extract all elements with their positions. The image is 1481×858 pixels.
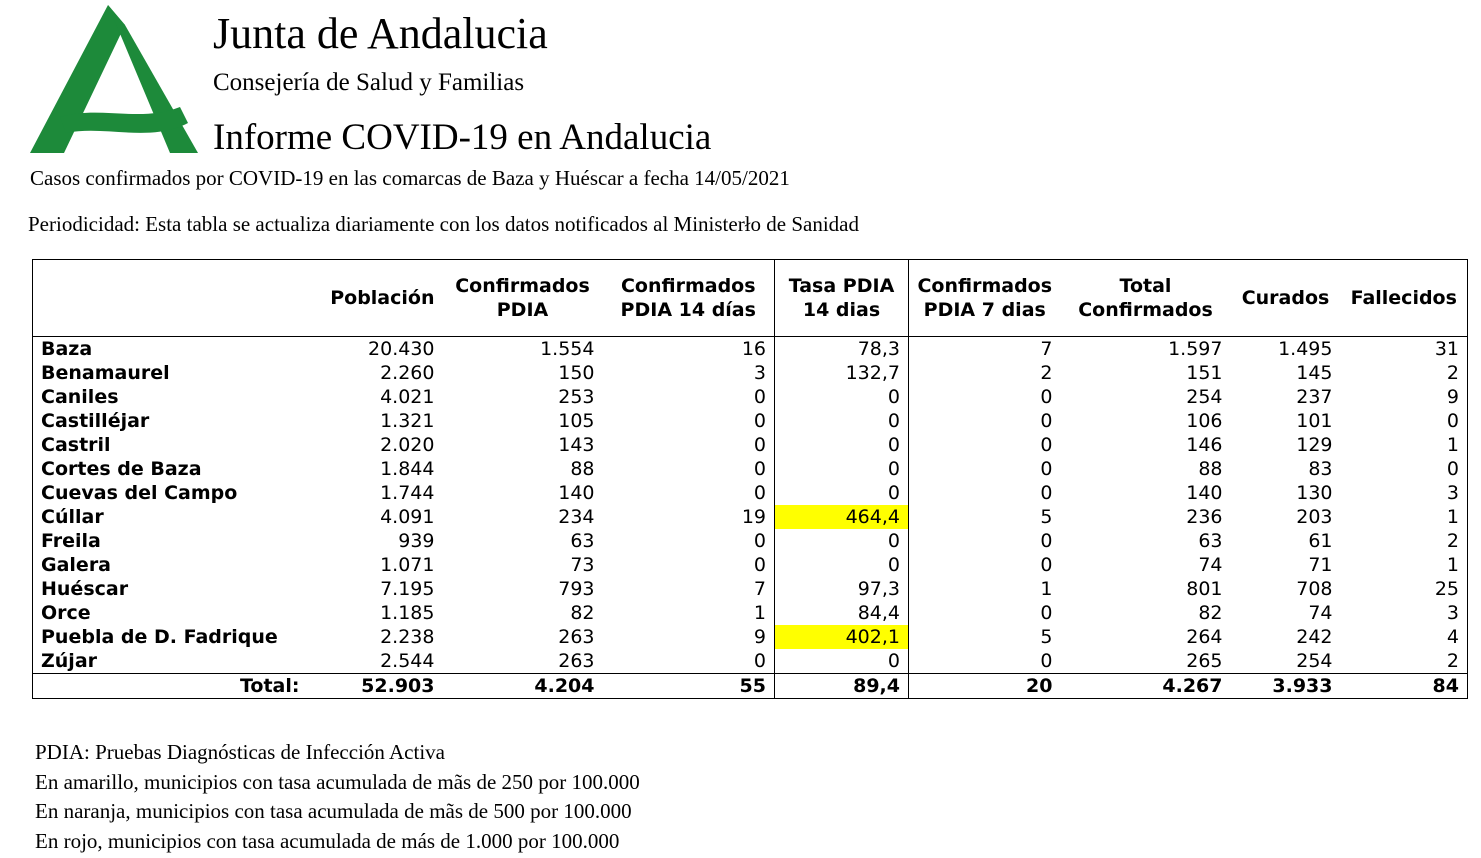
cell-tasa: 132,7 — [775, 361, 909, 385]
cell-pdia: 150 — [558, 362, 595, 384]
cell-poblacion: 7.195 — [380, 578, 435, 600]
cell-name: Benamaurel — [41, 362, 170, 384]
cell-curados: 254 — [1296, 650, 1333, 672]
cell-pdia: 73 — [570, 554, 595, 576]
cell-total: 801 — [1186, 578, 1223, 600]
col-header-confirmados-pdia-14: Confirmados PDIA 14 días — [603, 260, 775, 337]
cell-pdia: 234 — [558, 506, 595, 528]
note-pdia: PDIA: Pruebas Diagnósticas de Infección Activa — [35, 740, 445, 764]
cell-curados: 71 — [1308, 554, 1333, 576]
cell-name: Freila — [41, 530, 101, 552]
cell-fallecidos: 2 — [1446, 650, 1459, 672]
cell-fallecidos: 31 — [1434, 338, 1459, 360]
cell-pdia7: 0 — [1040, 554, 1053, 576]
cell-pdia7: 0 — [1040, 410, 1053, 432]
cell-fallecidos: 3 — [1446, 602, 1459, 624]
table-row — [33, 505, 1468, 529]
covid-table-container — [32, 259, 1467, 699]
cell-curados: 101 — [1296, 410, 1333, 432]
cell-total: 1.597 — [1168, 338, 1223, 360]
cell-name: Caniles — [41, 386, 119, 408]
notes-block — [35, 738, 640, 856]
cell-fallecidos: 9 — [1446, 386, 1459, 408]
cell-pdia: 1.554 — [540, 338, 595, 360]
cell-total: 265 — [1186, 650, 1223, 672]
total-pdia14: 55 — [603, 674, 775, 699]
report-title: Informe COVID-19 en Andalucia — [213, 117, 712, 158]
cell-tasa: 97,3 — [775, 577, 909, 601]
cell-name: Orce — [41, 602, 91, 624]
col-header-curados: Curados — [1231, 260, 1341, 337]
cell-pdia: 82 — [570, 602, 595, 624]
cell-pdia14: 0 — [603, 433, 775, 457]
note-red: En rojo, municipios con tasa acumulada de más de 1.000 por 100.000 — [35, 828, 620, 853]
cell-fallecidos: 0 — [1446, 458, 1459, 480]
cell-pdia14: 0 — [603, 481, 775, 505]
periodicity-note: Periodicidad: Esta tabla se actualiza diariamente con los datos notificados al Ministerło de Sanidad — [28, 212, 859, 236]
cell-pdia: 793 — [558, 578, 595, 600]
cell-curados: 74 — [1308, 602, 1333, 624]
cell-total: 74 — [1198, 554, 1223, 576]
cell-pdia7: 0 — [1040, 458, 1053, 480]
cell-pdia: 88 — [570, 458, 595, 480]
table-row — [33, 553, 1468, 577]
cell-total: 82 — [1198, 602, 1223, 624]
table-row — [33, 649, 1468, 674]
table-row — [33, 601, 1468, 625]
cell-curados: 61 — [1308, 530, 1333, 552]
cell-curados: 1.495 — [1278, 338, 1333, 360]
cell-total: 106 — [1186, 410, 1223, 432]
note-orange: En naranja, municipios con tasa acumulada de mãs de 500 por 100.000 — [35, 799, 632, 823]
cell-fallecidos: 2 — [1446, 362, 1459, 384]
cell-curados: 203 — [1296, 506, 1333, 528]
col-header-tasa-pdia-14: Tasa PDIA 14 dias — [775, 260, 909, 337]
cell-pdia14: 0 — [603, 457, 775, 481]
cell-tasa: 464,4 — [775, 505, 909, 529]
table-header-row — [33, 260, 1468, 337]
table-row — [33, 409, 1468, 433]
total-poblacion: 52.903 — [308, 674, 443, 699]
cell-name: Castril — [41, 434, 111, 456]
cell-fallecidos: 4 — [1446, 626, 1459, 648]
report-subtitle: Casos confirmados por COVID-19 en las comarcas de Baza y Huéscar a fecha 14/05/2021 — [30, 166, 790, 190]
cell-name: Cúllar — [41, 506, 104, 528]
cell-poblacion: 20.430 — [368, 338, 435, 360]
cell-fallecidos: 1 — [1446, 506, 1459, 528]
covid-table — [32, 259, 1468, 699]
cell-name: Baza — [41, 338, 93, 360]
cell-poblacion: 2.238 — [380, 626, 435, 648]
cell-fallecidos: 0 — [1446, 410, 1459, 432]
table-row — [33, 337, 1468, 362]
table-row — [33, 481, 1468, 505]
cell-poblacion: 1.071 — [380, 554, 435, 576]
cell-pdia14: 9 — [603, 625, 775, 649]
cell-curados: 129 — [1296, 434, 1333, 456]
note-yellow: En amarillo, municipios con tasa acumulada de mãs de 250 por 100.000 — [35, 769, 640, 794]
table-row — [33, 385, 1468, 409]
cell-pdia7: 0 — [1040, 386, 1053, 408]
table-row — [33, 433, 1468, 457]
junta-andalucia-logo-icon — [30, 5, 198, 155]
cell-pdia: 63 — [570, 530, 595, 552]
cell-pdia7: 0 — [1040, 530, 1053, 552]
cell-pdia14: 0 — [603, 649, 775, 674]
cell-pdia: 263 — [558, 626, 595, 648]
col-header-poblacion: Población — [308, 260, 443, 337]
col-header-municipio — [33, 260, 308, 337]
total-pdia: 4.204 — [443, 674, 603, 699]
total-confirmados: 4.267 — [1061, 674, 1231, 699]
total-label: Total: — [33, 674, 308, 699]
cell-total: 151 — [1186, 362, 1223, 384]
cell-pdia14: 0 — [603, 529, 775, 553]
table-row — [33, 361, 1468, 385]
cell-pdia14: 3 — [603, 361, 775, 385]
cell-pdia14: 16 — [603, 337, 775, 362]
cell-poblacion: 1.185 — [380, 602, 435, 624]
cell-pdia7: 7 — [1040, 338, 1053, 360]
cell-pdia7: 2 — [1040, 362, 1053, 384]
cell-name: Castilléjar — [41, 410, 150, 432]
cell-total: 140 — [1186, 482, 1223, 504]
col-header-confirmados-pdia-7: Confirmados PDIA 7 dias — [909, 260, 1061, 337]
total-pdia7: 20 — [909, 674, 1061, 699]
table-row — [33, 577, 1468, 601]
cell-total: 264 — [1186, 626, 1223, 648]
cell-name: Cuevas del Campo — [41, 482, 238, 504]
cell-total: 254 — [1186, 386, 1223, 408]
cell-tasa: 402,1 — [775, 625, 909, 649]
table-body — [33, 337, 1468, 674]
col-header-confirmados-pdia: Confirmados PDIA — [443, 260, 603, 337]
cell-poblacion: 1.321 — [380, 410, 435, 432]
cell-name: Galera — [41, 554, 112, 576]
cell-pdia7: 5 — [1040, 506, 1053, 528]
cell-tasa: 0 — [775, 433, 909, 457]
cell-pdia: 253 — [558, 386, 595, 408]
col-header-total-confirmados: Total Confirmados — [1061, 260, 1231, 337]
cell-tasa: 0 — [775, 649, 909, 674]
cell-total: 63 — [1198, 530, 1223, 552]
cell-pdia: 140 — [558, 482, 595, 504]
cell-tasa: 84,4 — [775, 601, 909, 625]
cell-pdia14: 1 — [603, 601, 775, 625]
cell-poblacion: 939 — [398, 530, 435, 552]
cell-poblacion: 1.744 — [380, 482, 435, 504]
cell-fallecidos: 25 — [1434, 578, 1459, 600]
cell-curados: 708 — [1296, 578, 1333, 600]
cell-pdia7: 5 — [1040, 626, 1053, 648]
cell-total: 88 — [1198, 458, 1223, 480]
cell-fallecidos: 3 — [1446, 482, 1459, 504]
cell-poblacion: 4.091 — [380, 506, 435, 528]
cell-pdia: 143 — [558, 434, 595, 456]
cell-tasa: 0 — [775, 529, 909, 553]
cell-poblacion: 2.544 — [380, 650, 435, 672]
cell-pdia14: 19 — [603, 505, 775, 529]
cell-curados: 237 — [1296, 386, 1333, 408]
cell-tasa: 0 — [775, 409, 909, 433]
total-curados: 3.933 — [1231, 674, 1341, 699]
cell-name: Zújar — [41, 650, 98, 672]
cell-pdia: 105 — [558, 410, 595, 432]
cell-tasa: 0 — [775, 481, 909, 505]
cell-pdia14: 0 — [603, 553, 775, 577]
cell-pdia14: 7 — [603, 577, 775, 601]
org-subtitle: Consejería de Salud y Familias — [213, 69, 525, 96]
cell-tasa: 0 — [775, 385, 909, 409]
cell-pdia7: 0 — [1040, 650, 1053, 672]
cell-total: 146 — [1186, 434, 1223, 456]
cell-pdia14: 0 — [603, 385, 775, 409]
table-row — [33, 625, 1468, 649]
cell-tasa: 0 — [775, 553, 909, 577]
cell-name: Huéscar — [41, 578, 129, 600]
cell-fallecidos: 1 — [1446, 434, 1459, 456]
cell-pdia7: 0 — [1040, 482, 1053, 504]
cell-fallecidos: 1 — [1446, 554, 1459, 576]
total-tasa: 89,4 — [775, 674, 909, 699]
cell-pdia7: 0 — [1040, 434, 1053, 456]
cell-poblacion: 2.260 — [380, 362, 435, 384]
cell-pdia14: 0 — [603, 409, 775, 433]
cell-fallecidos: 2 — [1446, 530, 1459, 552]
cell-tasa: 0 — [775, 457, 909, 481]
cell-pdia7: 1 — [1040, 578, 1053, 600]
cell-curados: 145 — [1296, 362, 1333, 384]
cell-poblacion: 1.844 — [380, 458, 435, 480]
cell-name: Cortes de Baza — [41, 458, 202, 480]
org-title: Junta de Andalucia — [213, 9, 548, 58]
cell-curados: 242 — [1296, 626, 1333, 648]
cell-curados: 83 — [1308, 458, 1333, 480]
table-row — [33, 529, 1468, 553]
cell-poblacion: 2.020 — [380, 434, 435, 456]
cell-curados: 130 — [1296, 482, 1333, 504]
cell-name: Puebla de D. Fadrique — [41, 626, 278, 648]
table-total-row — [33, 674, 1468, 699]
col-header-fallecidos: Fallecidos — [1341, 260, 1468, 337]
table-row — [33, 457, 1468, 481]
cell-pdia: 263 — [558, 650, 595, 672]
cell-poblacion: 4.021 — [380, 386, 435, 408]
total-fallecidos: 84 — [1341, 674, 1468, 699]
cell-pdia7: 0 — [1040, 602, 1053, 624]
cell-total: 236 — [1186, 506, 1223, 528]
cell-tasa: 78,3 — [775, 337, 909, 362]
